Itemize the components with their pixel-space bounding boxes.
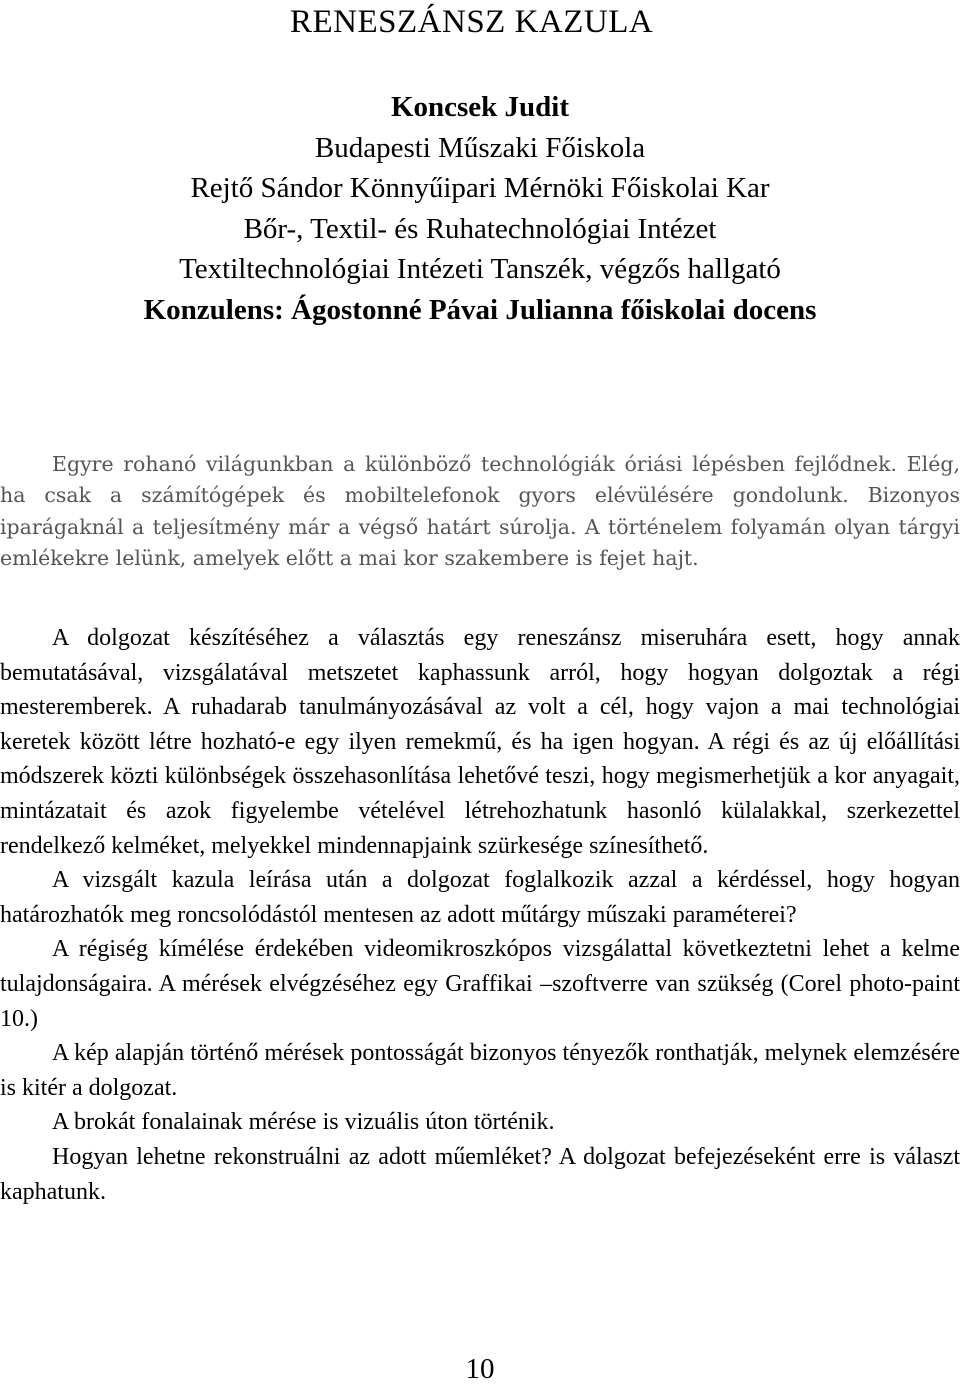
- author-block: [0, 87, 960, 331]
- body-paragraph: Hogyan lehetne rekonstruálni az adott műemléket? A dolgozat befejezéseként erre is választ kaphatunk.: [0, 1143, 960, 1205]
- consultant-line: Konzulens: Ágostonné Pávai Julianna főiskolai docens: [143, 293, 817, 326]
- body-paragraph: A vizsgált kazula leírása után a dolgozat foglalkozik azzal a kérdéssel, hogy hogyan határozhatók meg roncsolódástól mentesen az adott műtárgy műszaki paraméterei?: [0, 867, 960, 928]
- page-number: 10: [465, 1353, 495, 1385]
- affiliation-line: Bőr-, Textil- és Ruhatechnológiai Intézet: [243, 212, 717, 245]
- affiliation-line: Budapesti Műszaki Főiskola: [314, 131, 646, 164]
- affiliation-line: Textiltechnológiai Intézeti Tanszék, végzős hallgató: [179, 253, 781, 286]
- body-paragraph: A dolgozat készítéséhez a választás egy reneszánsz miseruhára esett, hogy annak bemutatásával, vizsgálatával metszetet kaphassunk arról, hogy hogyan dolgoztak a régi mesteremberek. A ruhadarab tanulmányozásával az volt a cél, hogy vajon a mai technológiai keretek között létre hozható-e egy ilyen remekmű, és ha igen hogyan. A régi és az új előállítási módszerek közti különbségek összehasonlítása lehetővé teszi, hogy megismerhetjük a kor anyagait, mintázatait és azok figyelembe vételével létrehozhatunk hasonló külalakkal, szerkezettel rendelkező kelméket, melyekkel mindennapjaink szürkesége színesíthető.: [0, 625, 960, 859]
- body-paragraph: A régiség kímélése érdekében videomikroszkópos vizsgálattal következtetni lehet a kelme tulajdonságaira. A mérések elvégzéséhez egy Graffikai –szoftverre van szükség (Corel photo-paint 10.): [0, 936, 960, 1032]
- body-paragraph: A kép alapján történő mérések pontosságát bizonyos tényezők ronthatják, melynek elemzésére is kitér a dolgozat.: [0, 1040, 960, 1101]
- document-title: RENESZÁNSZ KAZULA: [290, 4, 654, 40]
- abstract: [0, 449, 960, 574]
- abstract-paragraph: Egyre rohanó világunkban a különböző technológiák óriási lépésben fejlődnek. Elég, ha csak a számítógépek és mobiltelefonok gyors elévülésére gondolunk. Bizonyos iparágaknál a teljesítmény már a végső határt súrolja. A történelem folyamán olyan tárgyi emlékekre lelünk, amelyek előtt a mai kor szakembere is fejet hajt.: [0, 452, 960, 570]
- author-name: Koncsek Judit: [390, 91, 570, 123]
- body-text: [0, 621, 960, 1209]
- body-paragraph: A brokát fonalainak mérése is vizuális úton történik.: [52, 1109, 555, 1136]
- affiliation-line: Rejtő Sándor Könnyűipari Mérnöki Főiskolai Kar: [190, 172, 770, 205]
